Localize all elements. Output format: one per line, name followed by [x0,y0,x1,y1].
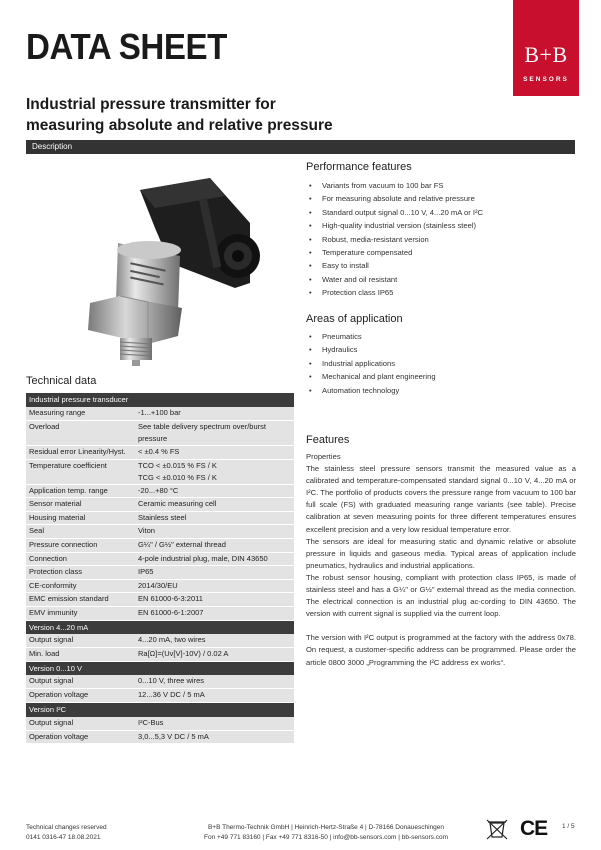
page-title: DATA SHEET [26,26,227,67]
list-item: • Temperature compensated [306,246,483,259]
table-row: Seal Viton [26,525,294,539]
features-paragraph: The robust sensor housing, compliant with protection class IP65, is made of stainless steel and has a G¼" or G½" external thread as the media connection. The electrical connection is an industrial plug ac-cording to DIN 43650. The version with current signal is supplied via the current loop. [306,572,576,619]
table-row: Overload See table delivery spectrum over/burst pressure [26,421,294,446]
properties-label: Properties [306,452,341,461]
table-section-header [26,661,294,675]
subtitle-line-2: measuring absolute and relative pressure [26,117,333,134]
application-list [306,330,436,397]
table-row: Sensor material Ceramic measuring cell [26,498,294,512]
logo-mark: B+B [524,42,568,67]
features-paragraph: The sensors are ideal for measuring static and dynamic relative or absolute pressure in liquids and gaseous media. Typical areas of application include pneumatics, hydraulics and industrial applications. [306,536,576,570]
table-row: Output signal 0...10 V, three wires [26,675,294,689]
footer-address: B+B Thermo-Technik GmbH | Heinrich-Hertz-Straße 4 | D-78166 Donaueschingen Fon +49 771 83160 | Fax +49 771 8316-50 | info@bb-sensors.com | bb-sensors.com [203,824,448,841]
list-item: • Robust, media-resistant version [306,233,483,246]
list-item: • Easy to install [306,259,483,272]
table-row: Operation voltage 3,0...5,3 V DC / 5 mA [26,730,294,744]
table-row: Min. load Ra[Ω]=(Uv[V]-10V) / 0.02 A [26,648,294,662]
features-paragraph: The stainless steel pressure sensors transmit the measured value as a calibrated and temperature-compensated standard signal 0...10 V, 4...20 mA or I²C. The portfolio of products covers the pressure range from vacuum to 100 bar full scale (FS) with graduated measuring range variants (see table). Precise calibration at seven measuring points for three different temperatures ensures excellent precision and a very low residual temperature error. [306,464,576,534]
performance-heading: Performance features [306,161,412,173]
table-row: Measuring range -1...+100 bar [26,407,294,421]
features-heading: Features [306,434,350,446]
application-heading: Areas of application [306,313,403,325]
list-item: • Water and oil resistant [306,273,483,286]
list-item: • Mechanical and plant engineering [306,370,436,383]
page-number: 1 / 5 [562,823,575,830]
table-row: Connection 4-pole industrial plug, male, DIN 43650 [26,552,294,566]
section-label: Version 4...20 mA [26,620,294,634]
brand-logo [513,0,579,96]
list-item: • For measuring absolute and relative pressure [306,192,483,205]
table-section-header [26,393,294,407]
footer-left: Technical changes reserved 0141 0316-47 18.08.2021 [26,824,107,841]
list-item: • Standard output signal 0...10 V, 4...20 mA or I²C [306,206,483,219]
section-label: Version I²C [26,703,294,717]
list-item: • Variants from vacuum to 100 bar FS [306,179,483,192]
list-item: • Industrial applications [306,357,436,370]
logo-sub: SENSORS [523,76,569,83]
table-row: Output signal I²C-Bus [26,717,294,731]
section-label: Version 0...10 V [26,661,294,675]
description-bar: Description [26,140,575,154]
table-section-header [26,703,294,717]
table-section-header [26,620,294,634]
footer-icons [484,817,554,841]
list-item: • Protection class IP65 [306,286,483,299]
list-item: • High-quality industrial version (stainless steel) [306,219,483,232]
product-image [60,168,270,373]
table-row: Housing material Stainless steel [26,511,294,525]
ce-mark-icon: CE [520,817,548,840]
subtitle [26,94,333,136]
features-paragraph: The version with I²C output is programmed at the factory with the address 0x78. On request, a customer-specific address can be programmed. Please order the article 0800 3000 „Programming the I²C address ex works“. [306,633,576,667]
thread [120,338,152,360]
list-item: • Automation technology [306,384,436,397]
table-row: CE-conformity 2014/30/EU [26,579,294,593]
subtitle-line-1: Industrial pressure transmitter for [26,96,276,113]
list-item: • Pneumatics [306,330,436,343]
table-row: EMV immunity EN 61000-6-1:2007 [26,607,294,621]
features-body [306,451,576,669]
table-row: EMC emission standard EN 61000-6-3:2011 [26,593,294,607]
table-row: Output signal 4...20 mA, two wires [26,634,294,648]
technical-table [26,393,294,744]
section-label: Industrial pressure transducer [26,393,294,407]
table-row: Pressure connection G¼" / G½" external thread [26,539,294,553]
table-row: Protection class IP65 [26,566,294,580]
performance-list [306,179,483,300]
table-row: Residual error Linearity/Hyst. < ±0.4 % FS [26,446,294,460]
table-row: Application temp. range -20...+80 °C [26,484,294,498]
table-row: Operation voltage 12...36 V DC / 5 mA [26,689,294,703]
technical-heading: Technical data [26,375,97,387]
list-item: • Hydraulics [306,343,436,356]
table-row: Temperature coefficient TCO < ±0.015 % FS / K TCG < ±0.010 % FS / K [26,459,294,484]
